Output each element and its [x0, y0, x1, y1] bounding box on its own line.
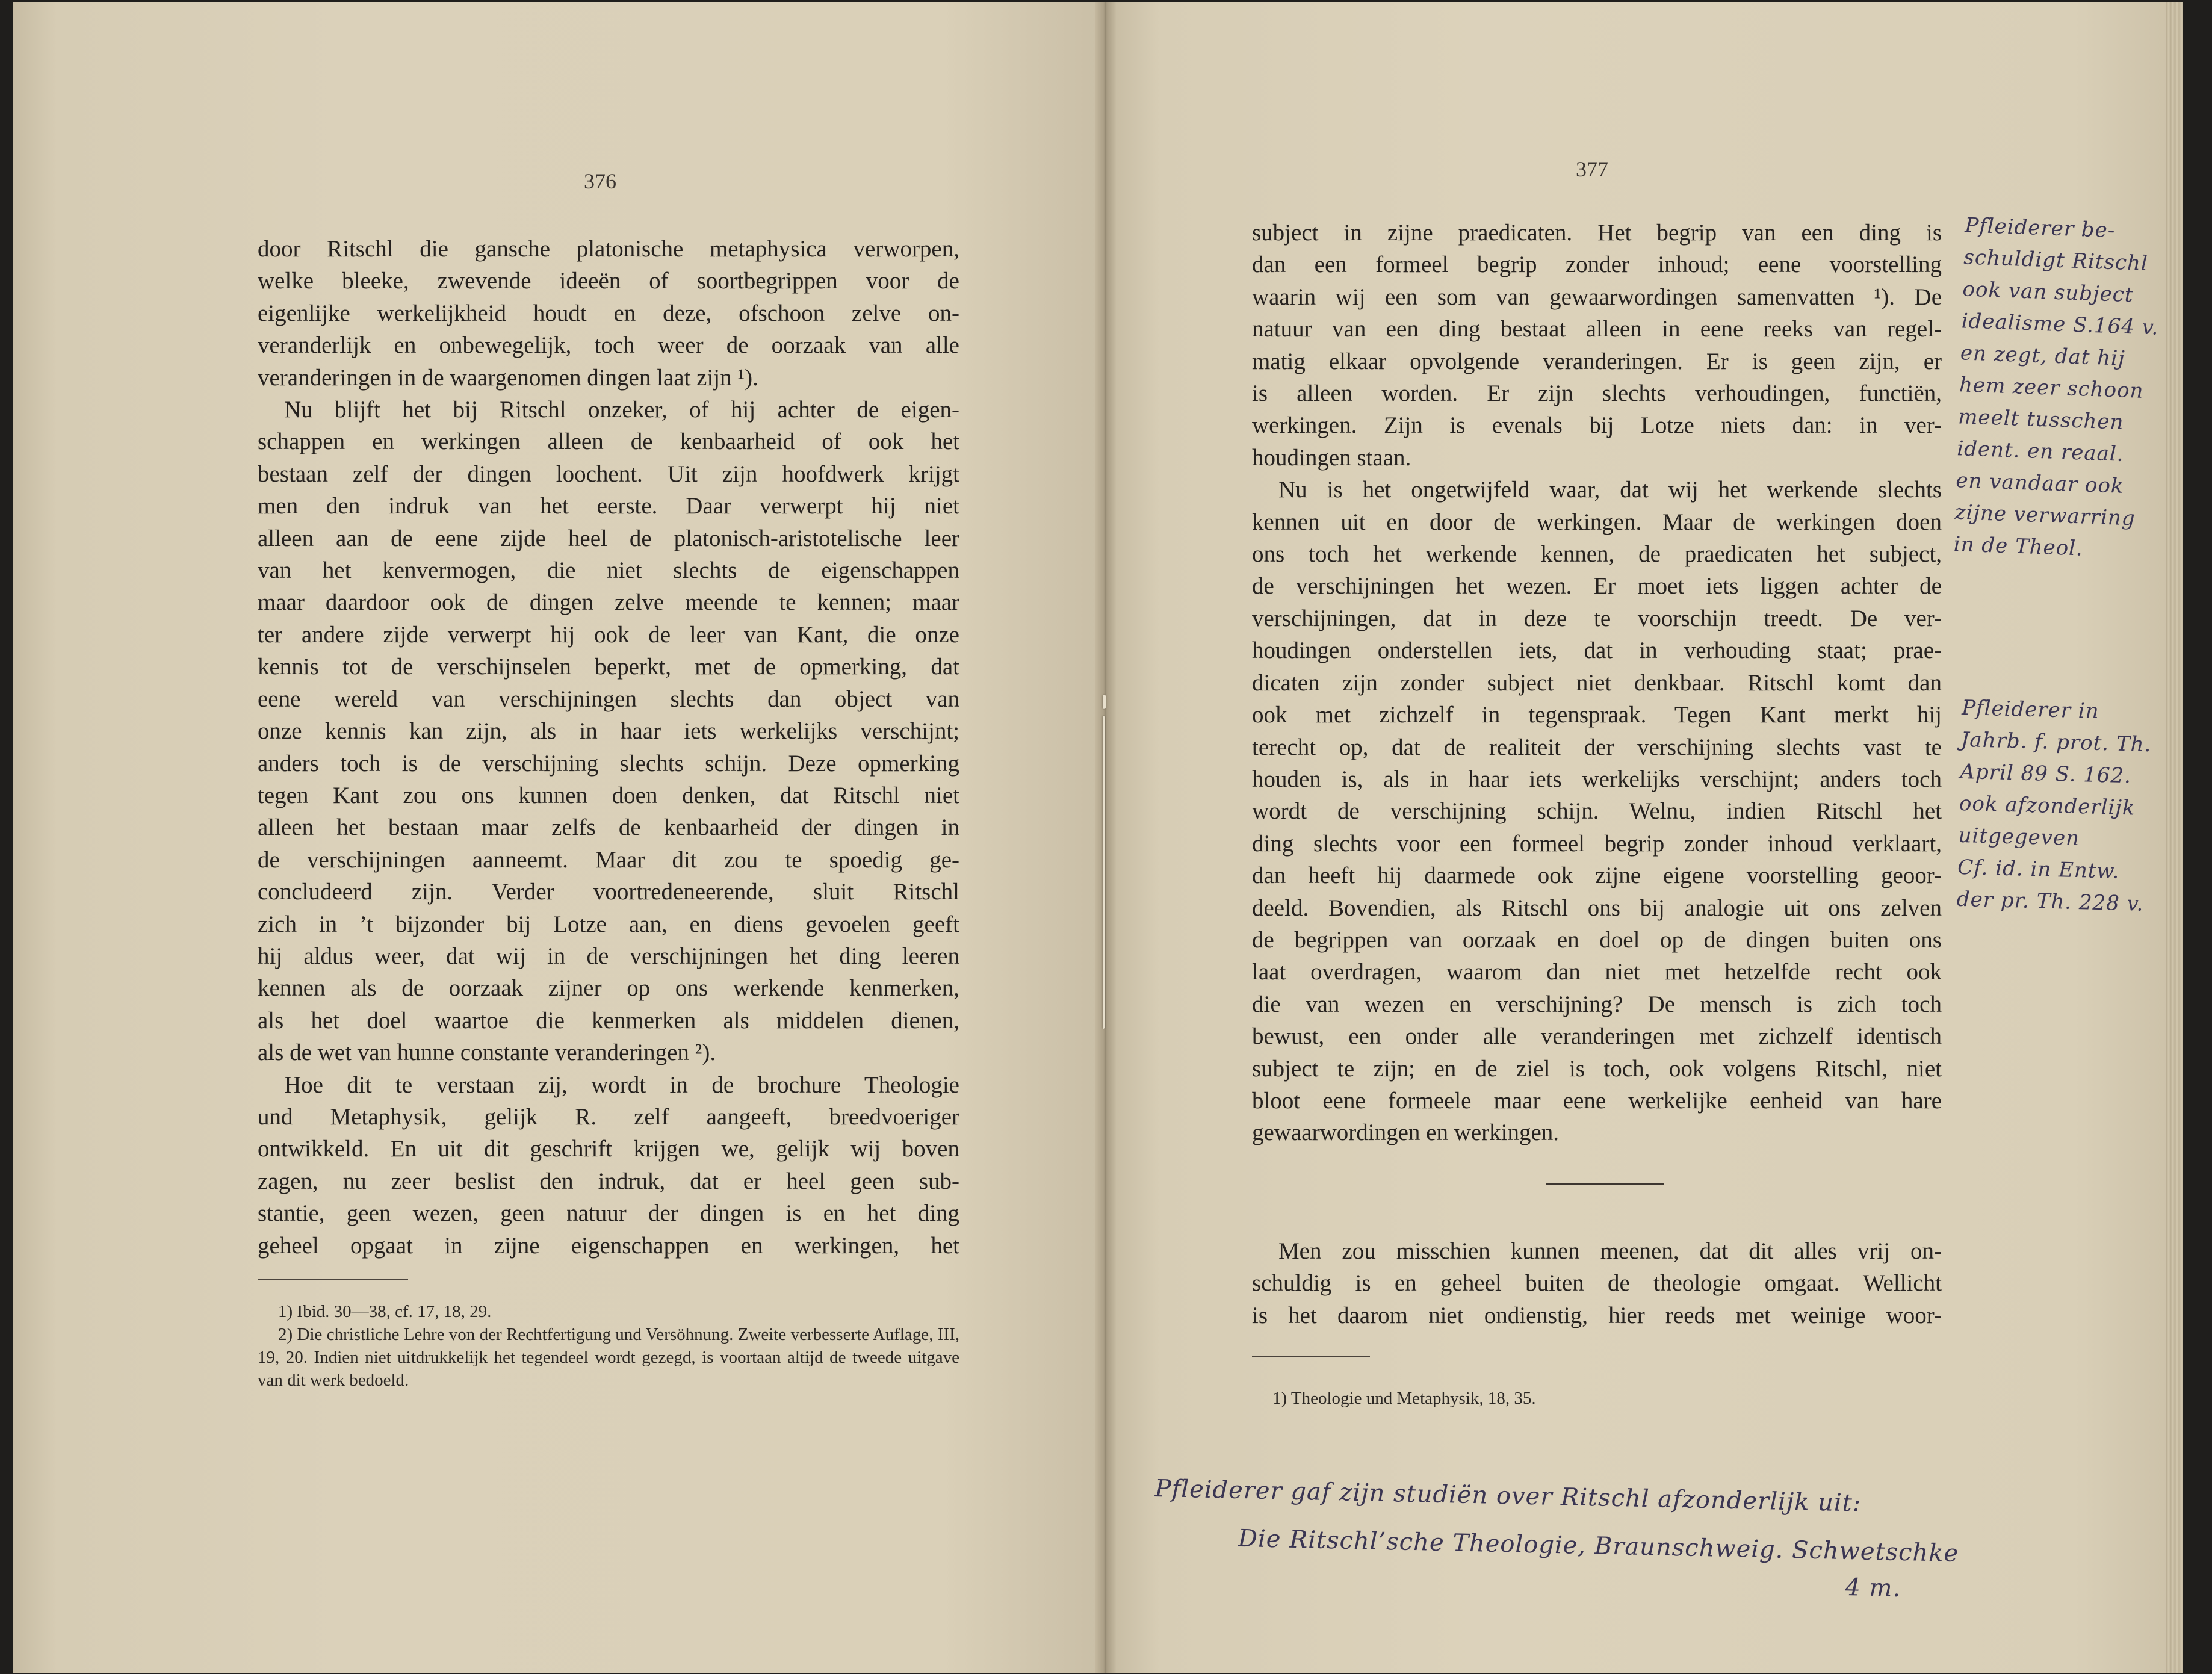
right-line: die van wezen en verschijning? De mensch is zich toch [1252, 991, 1942, 1017]
left-line: alleen aan de eene zijde heel de platonisch-aristotelische leer [258, 525, 959, 551]
right-line: ding slechts voor een formeel begrip zonder inhoud verklaart, [1252, 830, 1942, 857]
left-line: veranderlijk en onbewegelijk, toch weer de oorzaak van alle [258, 332, 959, 359]
left-line: als de wet van hunne constante veranderingen ²). [258, 1040, 716, 1066]
footnote: 2) Die christliche Lehre von der Rechtfertigung und Versöhnung. Zweite verbesserte Auflage, III, 19, 20. Indien niet uitdrukkelijk het tegendeel wordt gezegd, is voortaan altijd de tweede uitgave van dit werk bedoeld. [258, 1325, 959, 1390]
handwritten-line: April 89 S. 162. [1959, 759, 2132, 789]
page-number-left: 376 [584, 169, 616, 193]
right-line: ons toch het werkende kennen, de praedicaten het subject, [1252, 541, 1942, 568]
right-line: Men zou misschien kunnen meenen, dat dit alles vrij on- [1278, 1238, 1942, 1264]
right-line: matig elkaar opvolgende veranderingen. Er is geen zijn, er [1252, 348, 1942, 374]
right-line: dan een formeel begrip zonder inhoud; eene voorstelling [1252, 252, 1942, 278]
right-line: dan heeft hij daarmede ook zijne eigene voorstelling geoor- [1252, 863, 1942, 889]
right-line: laat overdragen, waarom dan niet met hetzelfde recht ook [1252, 959, 1942, 985]
left-body-text [258, 233, 959, 1262]
left-line: veranderingen in de waargenomen dingen laat zijn ¹). [258, 364, 758, 391]
right-line: houdingen onderstellen iets, dat in verhouding staat; prae- [1252, 637, 1942, 664]
left-line: anders toch is de verschijning slechts schijn. Deze opmerking [258, 750, 959, 777]
left-line: concludeerd zijn. Verder voortredeneerende, sluit Ritschl [258, 879, 959, 905]
right-line: werkingen. Zijn is evenals bij Lotze niets dan: in ver- [1252, 412, 1942, 439]
left-line: zich in ’t bijzonder bij Lotze aan, en diens gevoelen geeft [258, 911, 959, 937]
right-line: natuur van een ding bestaat alleen in eene reeks van regel- [1252, 316, 1942, 343]
handwritten-line: ident. en reaal. [1956, 436, 2125, 467]
footnote: 1) Ibid. 30—38, cf. 17, 18, 29. [278, 1302, 492, 1321]
right-footnotes [1252, 1387, 1942, 1410]
handwritten-margin-note [1953, 209, 2163, 567]
right-line: bloot eene formeele maar eene werkelijke eenheid van hare [1252, 1087, 1942, 1114]
handwritten-margin-note-2 [1956, 692, 2152, 920]
footnote-rule-left [258, 1279, 408, 1280]
left-line: geheel opgaat in zijne eigenschappen en werkingen, het [258, 1232, 959, 1259]
left-line: welke bleeke, zwevende ideeën of soortbegrippen voor de [258, 268, 959, 294]
handwritten-line: Jahrb. f. prot. Th. [1960, 727, 2152, 757]
right-line: wordt de verschijning schijn. Welnu, indien Ritschl het [1252, 798, 1942, 825]
right-line: bewust, een onder alle veranderingen met zichzelf identisch [1252, 1023, 1942, 1050]
handwritten-line: Pfleiderer in [1961, 695, 2100, 724]
left-line: maar daardoor ook de dingen zelve meende te kennen; maar [258, 589, 959, 616]
left-line: hij aldus weer, dat wij in de verschijningen het ding leeren [258, 943, 959, 969]
left-line: eigenlijke werkelijkheid houdt en deze, ofschoon zelve on- [258, 300, 959, 326]
right-line: kennen uit en door de werkingen. Maar de werkingen doen [1252, 509, 1942, 535]
right-line: dicaten zijn zonder subject niet denkbaar. Ritschl komt dan [1252, 669, 1942, 696]
left-line: Nu blijft het bij Ritschl onzeker, of hij achter de eigen- [284, 397, 959, 423]
right-line: Nu is het ongetwijfeld waar, dat wij het werkende slechts [1278, 477, 1942, 503]
right-line: verschijningen, dat in deze te voorschijn treedt. De ver- [1252, 605, 1942, 631]
binding-thread [1103, 716, 1105, 1029]
page-edges [2166, 2, 2183, 1673]
right-line: subject in zijne praedicaten. Het begrip van een ding is [1252, 220, 1942, 246]
right-line: ook met zichzelf in tegenspraak. Tegen Kant merkt hij [1252, 702, 1942, 728]
left-line: und Metaphysik, gelijk R. zelf aangeeft, breedvoeriger [258, 1103, 959, 1130]
handwritten-line: en zegt, dat hij [1960, 341, 2126, 371]
left-line: kennis tot de verschijnselen beperkt, met de opmerking, dat [258, 654, 959, 680]
handwritten-line: 4 m. [1844, 1573, 1901, 1603]
left-line: alleen het bestaan maar zelfs de kenbaarheid der dingen in [258, 814, 959, 841]
handwritten-line: uitgegeven [1958, 823, 2080, 851]
footnote-rule-right [1252, 1356, 1370, 1357]
left-line: tegen Kant zou ons kunnen doen denken, dat Ritschl niet [258, 782, 959, 808]
left-line: als het doel waartoe die kenmerken als middelen dienen, [258, 1007, 959, 1034]
book-spread [13, 2, 2198, 1673]
handwritten-line: der pr. Th. 228 v. [1956, 887, 2145, 916]
handwritten-line: ook van subject [1962, 277, 2134, 308]
left-line: eene wereld van verschijningen slechts dan object van [258, 686, 959, 712]
left-line: men den indruk van het eerste. Daar verwerpt hij niet [258, 493, 959, 519]
left-line: schappen en werkingen alleen de kenbaarheid of ook het [258, 429, 959, 455]
left-line: bestaan zelf der dingen loochent. Uit zijn hoofdwerk krijgt [258, 460, 959, 487]
binding-thread [1103, 695, 1106, 709]
footnote: 1) Theologie und Metaphysik, 18, 35. [1272, 1389, 1536, 1408]
right-section-text [1252, 1235, 1942, 1331]
handwritten-line: idealisme S.164 v. [1961, 309, 2160, 340]
right-body-text [1252, 217, 1942, 1149]
left-line: Hoe dit te verstaan zij, wordt in de brochure Theologie [284, 1071, 959, 1098]
right-page [1106, 2, 2183, 1673]
left-line: onze kennis kan zijn, als in haar iets werkelijks verschijnt; [258, 718, 959, 745]
handwritten-line: schuldigt Ritschl [1963, 245, 2149, 276]
handwritten-line: Pfleiderer gaf zijn studiën over Ritschl afzonderlijk uit: [1154, 1475, 1862, 1517]
right-line: deeld. Bovendien, als Ritschl ons bij analogie uit ons zelven [1252, 894, 1942, 921]
handwritten-line: in de Theol. [1953, 532, 2084, 561]
left-footnotes [258, 1300, 959, 1392]
handwritten-bottom-note [1153, 1475, 1960, 1604]
right-line: de begrippen van oorzaak en doel op de dingen buiten ons [1252, 926, 1942, 953]
right-line: de verschijningen het wezen. Er moet iets liggen achter de [1252, 573, 1942, 600]
left-line: ontwikkeld. En uit dit geschrift krijgen we, gelijk wij boven [258, 1136, 959, 1162]
handwritten-line: Cf. id. in Entw. [1957, 855, 2120, 884]
binding-gutter [1095, 2, 1116, 1673]
left-line: kennen als de oorzaak zijner op ons werkende kenmerken, [258, 975, 959, 1002]
right-line: gewaarwordingen en werkingen. [1252, 1120, 1560, 1146]
right-line: houdingen staan. [1252, 444, 1411, 471]
handwritten-line: ook afzonderlijk [1959, 791, 2136, 820]
left-line: door Ritschl die gansche platonische metaphysica verworpen, [258, 236, 959, 262]
left-page [13, 2, 1106, 1673]
handwritten-line: Pfleiderer be- [1964, 213, 2116, 243]
handwritten-line: hem zeer schoon [1959, 373, 2145, 403]
right-line: waarin wij een som van gewaarwordingen samenvatten ¹). De [1252, 284, 1942, 310]
section-divider [1546, 1183, 1664, 1185]
page-number-right: 377 [1576, 157, 1608, 181]
handwritten-line: meelt tusschen [1957, 405, 2125, 435]
left-line: van het kenvermogen, die niet slechts de eigenschappen [258, 557, 959, 584]
right-line: subject te zijn; en de ziel is toch, ook volgens Ritschl, niet [1252, 1055, 1942, 1082]
left-line: stantie, geen wezen, geen natuur der dingen is en het ding [258, 1200, 959, 1227]
handwritten-line: zijne verwarring [1954, 500, 2136, 531]
right-line: terecht op, dat de realiteit der verschijning slechts vast te [1252, 734, 1942, 760]
handwritten-line: en vandaar ook [1955, 468, 2125, 498]
handwritten-line: Die Ritschl’sche Theologie, Braunschweig. Schwetschke [1238, 1524, 1959, 1567]
right-line: is alleen worden. Er zijn slechts verhoudingen, functiën, [1252, 380, 1942, 407]
right-line: houden is, als in haar iets werkelijks verschijnt; anders toch [1252, 766, 1942, 792]
right-line: schuldig is en geheel buiten de theologie omgaat. Wellicht [1252, 1270, 1942, 1297]
right-line: is het daarom niet ondienstig, hier reeds met weinige woor- [1252, 1302, 1942, 1328]
left-line: zagen, nu zeer beslist den indruk, dat er heel geen sub- [258, 1168, 959, 1194]
left-line: ter andere zijde verwerpt hij ook de leer van Kant, die onze [258, 621, 959, 648]
left-line: de verschijningen aanneemt. Maar dit zou te spoedig ge- [258, 846, 959, 873]
